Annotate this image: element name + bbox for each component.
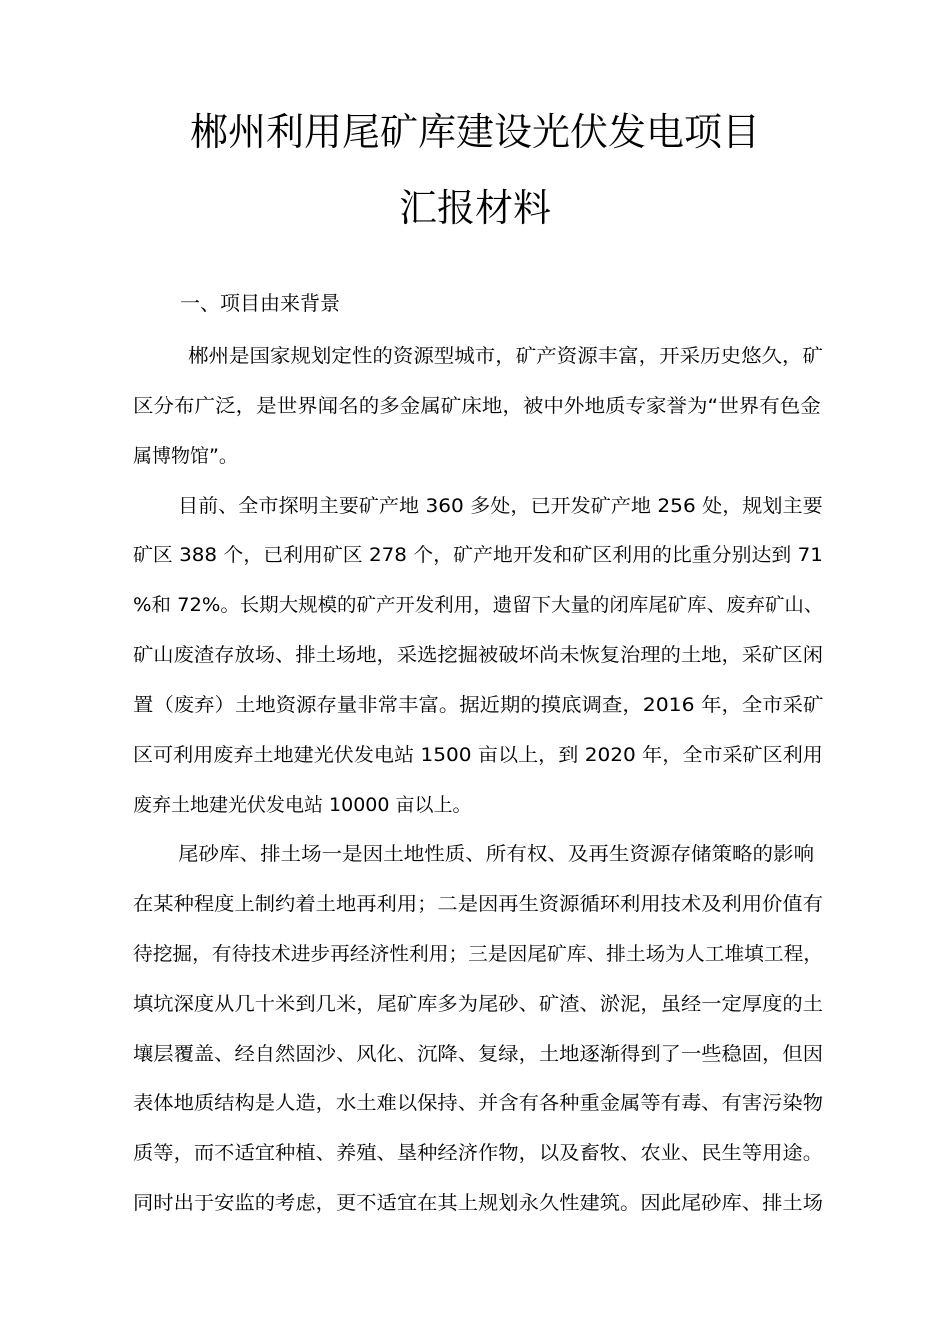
paragraph-1-line-2: 区分布广泛，是世界闻名的多金属矿床地，被中外地质专家誉为“世界有色金 xyxy=(133,395,821,417)
paragraph-3-line-2: 在某种程度上制约着土地再利用；二是因再生资源循环利用技术及利用价值有 xyxy=(133,893,824,915)
paragraph-3-line-1: 尾砂库、排土场一是因土地性质、所有权、及再生资源存储策略的影响 xyxy=(178,843,815,865)
paragraph-3-line-8: 同时出于安监的考虑，更不适宜在其上规划永久性建筑。因此尾砂库、排土场 xyxy=(133,1192,824,1214)
paragraph-2-line-5: 置（废弃）土地资源存量非常丰富。据近期的摸底调查，2016 年，全市采矿 xyxy=(133,694,824,716)
paragraph-2-line-6: 区可利用废弃土地建光伏发电站 1500 亩以上，到 2020 年，全市采矿区利用 xyxy=(133,744,823,766)
paragraph-2-line-4: 矿山废渣存放场、排土场地，采选挖掘被破坏尚未恢复治理的土地，采矿区闲 xyxy=(133,644,824,666)
paragraph-3-line-3: 待挖掘，有待技术进步再经济性利用；三是因尾矿库、排土场为人工堆填工程， xyxy=(133,943,824,965)
paragraph-3-line-5: 壤层覆盖、经自然固沙、风化、沉降、复绿，土地逐渐得到了一些稳固，但因 xyxy=(133,1043,824,1065)
paragraph-3-line-7: 质等，而不适宜种植、养殖、垦种经济作物，以及畜牧、农业、民生等用途。 xyxy=(133,1142,824,1164)
paragraph-2-line-7: 废弃土地建光伏发电站 10000 亩以上。 xyxy=(133,794,472,816)
paragraph-1-line-3: 属博物馆”。 xyxy=(133,445,238,467)
paragraph-3-line-4: 填坑深度从几十米到几米，尾矿库多为尾砂、矿渣、淤泥，虽经一定厚度的土 xyxy=(133,993,824,1015)
paragraph-3-line-6: 表体地质结构是人造，水土难以保持、并含有各种重金属等有毒、有害污染物 xyxy=(133,1092,824,1114)
paragraph-2-line-1: 目前、全市探明主要矿产地 360 多处，已开发矿产地 256 处，规划主要 xyxy=(178,495,823,517)
paragraph-2-line-3: %和 72%。长期大规模的矿产开发利用，遗留下大量的闭库尾矿库、废弃矿山、 xyxy=(133,594,824,616)
paragraph-1-line-1: 郴州是国家规划定性的资源型城市，矿产资源丰富，开采历史悠久，矿 xyxy=(188,345,824,367)
document-subtitle: 汇报材料 xyxy=(398,186,551,230)
document-title: 郴州利用尾矿库建设光伏发电项目 xyxy=(189,110,760,154)
paragraph-2-line-2: 矿区 388 个，已利用矿区 278 个，矿产地开发和矿区利用的比重分别达到 71 xyxy=(133,544,823,566)
section-heading: 一、项目由来背景 xyxy=(180,291,340,315)
